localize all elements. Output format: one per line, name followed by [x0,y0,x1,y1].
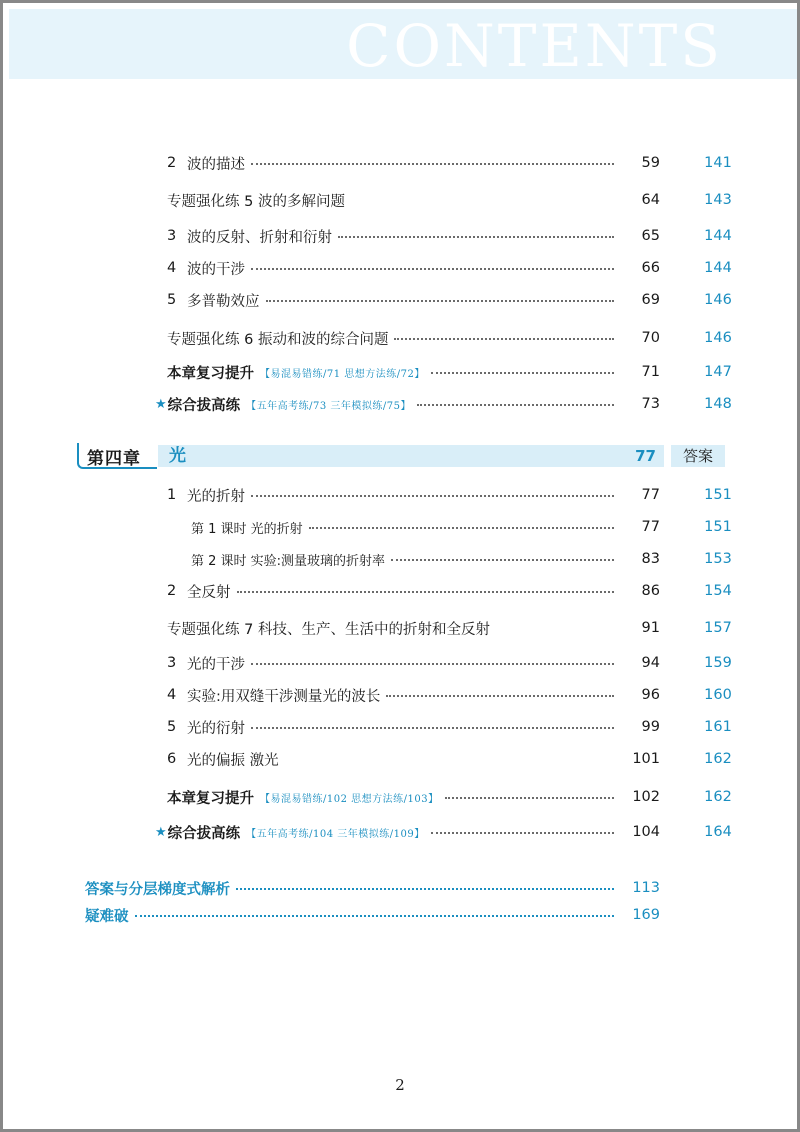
toc-row[interactable] [167,360,660,384]
subsection-bracket: 【易混易错练/102 思想方法练/103】 [260,793,439,805]
chapter-label: 第四章 [87,449,141,469]
answer-page[interactable]: 153 [704,551,732,567]
page-number: 91 [641,620,660,636]
answer-page[interactable]: 151 [704,487,732,503]
section-title: 专题强化练 7 科技、生产、生活中的折射和全反射 [167,621,490,638]
answer-page[interactable]: 144 [704,260,732,276]
appendix-title: 疑难破 [85,908,129,925]
page-number: 64 [641,192,660,208]
section-title: 专题强化练 5 波的多解问题 [167,193,345,210]
section-title: 本章复习提升 [167,790,254,807]
section-number: 3 [167,655,177,671]
section-number: 2 [167,155,177,171]
toc-row[interactable] [163,651,660,675]
answer-page[interactable]: 146 [704,330,732,346]
page-number: 101 [632,751,660,767]
page-number: 77 [641,519,660,535]
dot-leader [431,372,614,374]
answer-page[interactable]: 159 [704,655,732,671]
dot-leader [237,591,615,593]
answer-page[interactable]: 144 [704,228,732,244]
subsection-bracket: 【五年高考练/104 三年模拟练/109】 [246,828,425,840]
toc-row[interactable] [167,188,660,212]
section-title: 光的偏振 激光 [187,752,279,769]
section-title: 综合拔高练 [167,825,241,842]
dot-leader [266,300,615,302]
toc-row[interactable] [163,747,660,771]
dot-leader [445,797,614,799]
answer-page[interactable]: 164 [704,824,732,840]
dot-leader [135,915,615,917]
toc-row[interactable] [163,151,660,175]
page-number: 69 [641,292,660,308]
answer-page[interactable]: 154 [704,583,732,599]
section-number: 4 [167,260,177,276]
contents-banner [9,9,797,79]
answer-page[interactable]: 151 [704,519,732,535]
page-number: 70 [641,330,660,346]
answer-page[interactable]: 162 [704,789,732,805]
toc-row[interactable] [167,616,660,640]
subsection-bracket: 【五年高考练/73 三年模拟练/75】 [246,400,412,412]
dot-leader [251,663,614,665]
section-title: 综合拔高练 [167,397,241,414]
answer-page[interactable]: 143 [704,192,732,208]
toc-row[interactable] [191,515,660,539]
appendix-title: 答案与分层梯度式解析 [85,881,230,898]
dot-leader [431,832,614,834]
page-number: 113 [632,880,660,896]
page [3,3,797,1129]
section-title: 波的反射、折射和衍射 [187,229,332,246]
chapter-title: 光 [169,446,186,466]
section-number: 2 [167,583,177,599]
section-title: 光的折射 [187,488,245,505]
dot-leader [386,695,614,697]
page-number: 59 [641,155,660,171]
toc-row-appendix[interactable] [85,903,660,927]
star-icon: ★ [155,824,167,840]
section-title: 光的干涉 [187,656,245,673]
dot-leader [417,404,614,406]
toc-row[interactable] [163,224,660,248]
section-title: 波的干涉 [187,261,245,278]
toc-row[interactable] [191,547,660,571]
page-number: 65 [641,228,660,244]
dot-leader [251,495,614,497]
answer-page[interactable]: 161 [704,719,732,735]
section-number: 3 [167,228,177,244]
answer-page[interactable]: 148 [704,396,732,412]
dot-leader [394,338,614,340]
page-number: 71 [641,364,660,380]
contents-watermark: CONTENTS [346,12,723,79]
footer-page-number: 2 [395,1076,405,1094]
toc-row[interactable] [155,392,660,416]
page-number: 169 [632,907,660,923]
dot-leader [251,163,614,165]
page-number: 73 [641,396,660,412]
section-title: 全反射 [187,584,231,601]
answer-page[interactable]: 160 [704,687,732,703]
toc-row[interactable] [163,483,660,507]
dot-leader [251,727,614,729]
star-icon: ★ [155,396,167,412]
toc-row[interactable] [155,820,660,844]
page-number: 99 [641,719,660,735]
toc-row[interactable] [167,326,660,350]
dot-leader [251,268,614,270]
answer-page[interactable]: 157 [704,620,732,636]
dot-leader [391,559,614,561]
lesson-title: 第 1 课时 光的折射 [191,521,303,537]
toc-row[interactable] [167,785,660,809]
subsection-bracket: 【易混易错练/71 思想方法练/72】 [260,368,425,380]
answer-page[interactable]: 147 [704,364,732,380]
section-title: 专题强化练 6 振动和波的综合问题 [167,331,389,348]
toc-row-appendix[interactable] [85,876,660,900]
toc-row[interactable] [163,288,660,312]
page-number: 94 [641,655,660,671]
page-number: 66 [641,260,660,276]
toc-row[interactable] [163,715,660,739]
page-number: 102 [632,789,660,805]
section-number: 5 [167,719,177,735]
toc-row[interactable] [163,579,660,603]
section-number: 4 [167,687,177,703]
section-number: 5 [167,292,177,308]
section-number: 1 [167,487,177,503]
page-number: 104 [632,824,660,840]
dot-leader [309,527,614,529]
dot-leader [338,236,614,238]
chapter-title-bar[interactable] [158,445,664,467]
answer-page[interactable]: 141 [704,155,732,171]
page-number: 83 [641,551,660,567]
section-title: 多普勒效应 [187,293,260,310]
dot-leader [236,888,614,890]
toc-row[interactable] [163,256,660,280]
page-number: 86 [641,583,660,599]
chapter-page-number: 77 [635,447,656,465]
answer-page[interactable]: 146 [704,292,732,308]
toc-row[interactable] [163,683,660,707]
section-title: 光的衍射 [187,720,245,737]
section-number: 6 [167,751,177,767]
section-title: 波的描述 [187,156,245,173]
page-number: 96 [641,687,660,703]
answers-column-header: 答案 [682,447,713,465]
lesson-title: 第 2 课时 实验:测量玻璃的折射率 [191,553,386,569]
page-number: 77 [641,487,660,503]
section-title: 本章复习提升 [167,365,254,382]
section-title: 实验:用双缝干涉测量光的波长 [187,688,381,705]
answer-page[interactable]: 162 [704,751,732,767]
